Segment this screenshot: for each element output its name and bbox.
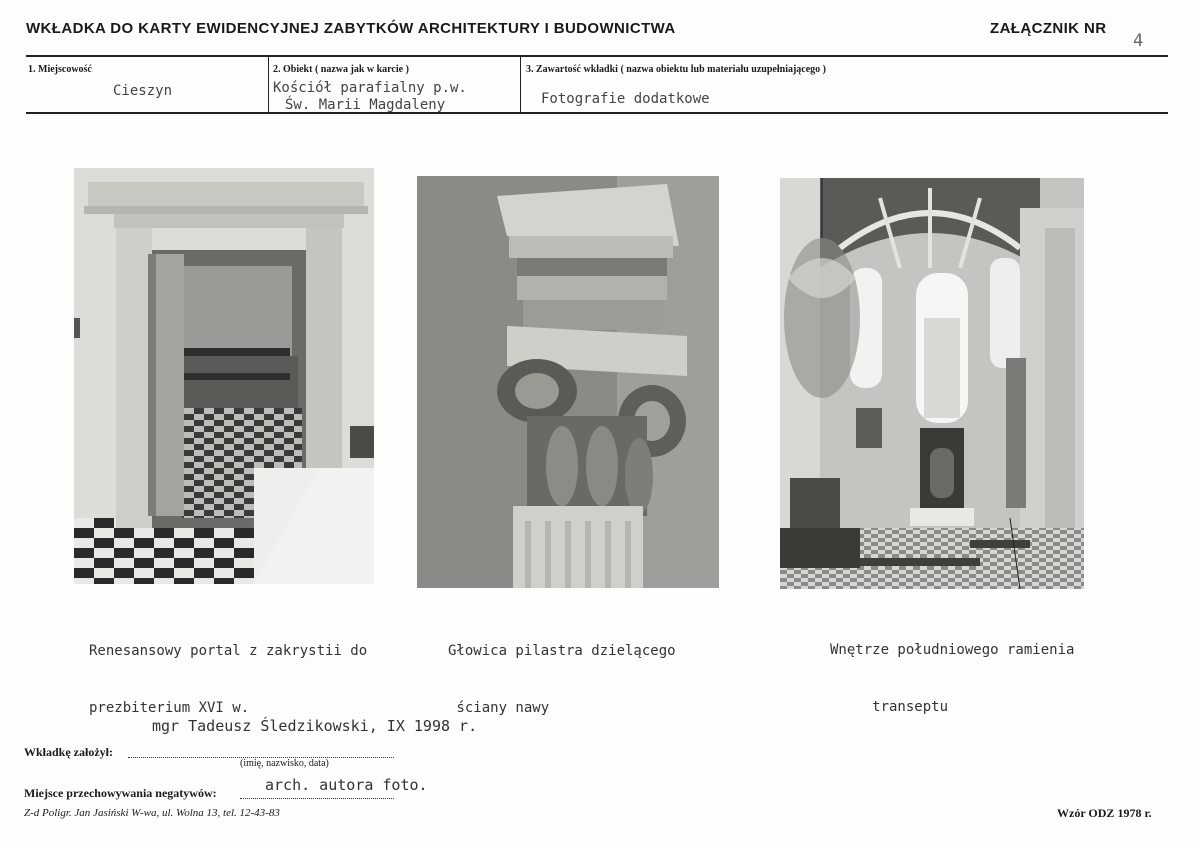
field-object-line-1: Kościół parafialny p.w. — [273, 80, 467, 96]
top-rule — [26, 55, 1168, 57]
caption-portal-line-2: prezbiterium XVI w. — [89, 700, 250, 716]
photo-transept — [780, 178, 1084, 589]
negatives-dotted-line — [240, 798, 394, 799]
divider-1 — [268, 56, 269, 112]
caption-capital-line-1: Głowica pilastra dzielącego — [448, 643, 676, 659]
caption-transept-line-1: Wnętrze południowego ramienia — [830, 642, 1075, 658]
caption-capital-line-2: ściany nawy — [448, 700, 550, 716]
negatives-typed: arch. autora foto. — [265, 776, 428, 794]
form-pattern: Wzór ODZ 1978 r. — [1057, 806, 1152, 820]
author-hint: (imię, nazwisko, data) — [240, 758, 329, 769]
form-title: WKŁADKA DO KARTY EWIDENCYJNEJ ZABYTKÓW ARCHITEKTURY I BUDOWNICTWA — [26, 20, 676, 37]
negatives-label: Miejsce przechowywania negatywów: — [24, 786, 217, 800]
caption-capital — [448, 604, 676, 737]
field-locality-value: Cieszyn — [113, 83, 173, 99]
field-object-line-2: Św. Marii Magdaleny — [285, 97, 446, 112]
annex-label: ZAŁĄCZNIK NR — [990, 20, 1107, 37]
field-object-label: 2. Obiekt ( nazwa jak w karcie ) — [273, 64, 409, 75]
caption-transept-line-2: transeptu — [830, 699, 949, 715]
annex-number: 4 — [1133, 31, 1144, 51]
field-content-label: 3. Zawartość wkładki ( nazwa obiektu lub materiału uzupełniającego ) — [526, 64, 827, 75]
field-content-value: Fotografie dodatkowe — [541, 91, 710, 107]
bottom-rule — [26, 112, 1168, 114]
caption-portal-line-1: Renesansowy portal z zakrystii do — [89, 643, 368, 659]
field-object-value — [273, 80, 518, 112]
photo-portal — [74, 168, 374, 584]
field-locality-label: 1. Miejscowość — [28, 64, 92, 75]
caption-transept — [830, 603, 1074, 736]
author-typed: mgr Tadeusz Śledzikowski, IX 1998 r. — [152, 717, 478, 735]
photo-capital — [417, 176, 719, 588]
printer-imprint: Z-d Poligr. Jan Jasiński W-wa, ul. Wolna 13, tel. 12-43-83 — [24, 807, 280, 819]
author-label: Wkładkę założył: — [24, 745, 113, 759]
divider-2 — [520, 56, 521, 112]
